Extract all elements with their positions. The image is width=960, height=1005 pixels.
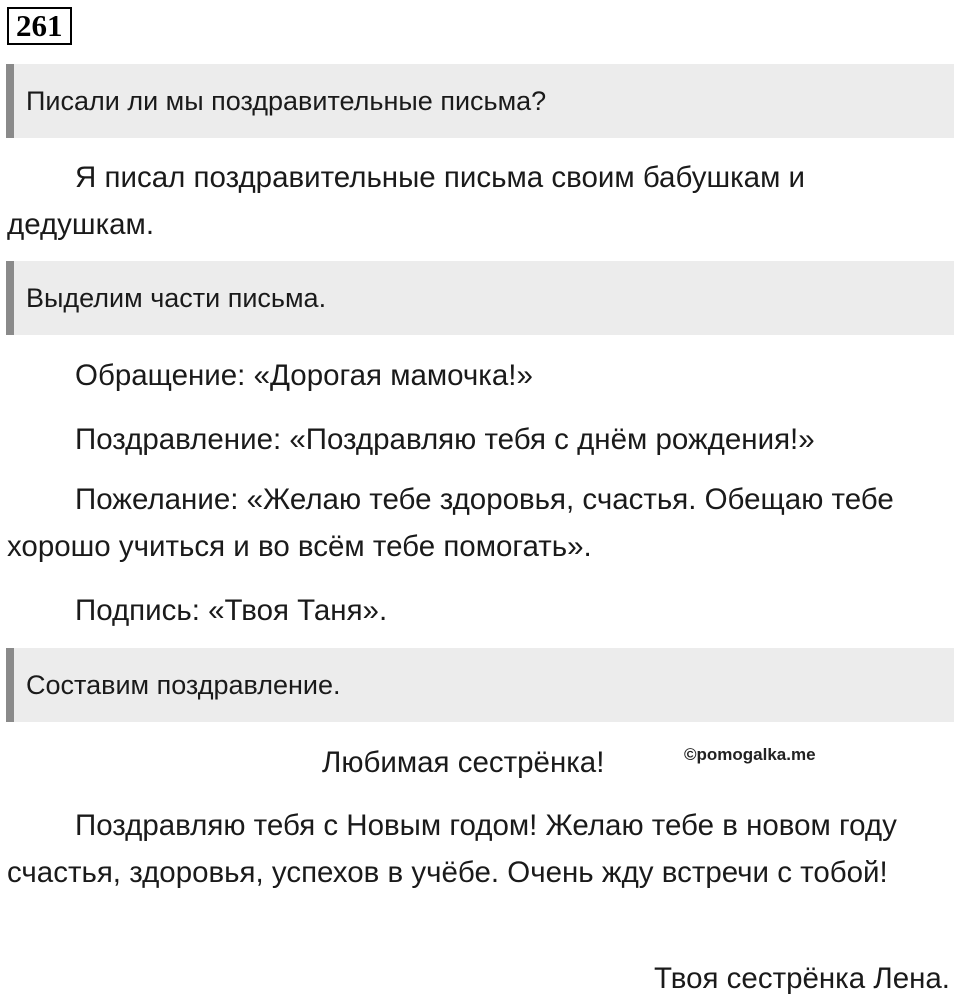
section-heading-letter-parts bbox=[6, 261, 954, 335]
section-heading-question bbox=[6, 64, 954, 138]
letter-greeting: Любимая сестрёнка! bbox=[322, 746, 605, 779]
section-heading-compose bbox=[6, 648, 954, 722]
section-heading-text: Выделим части письма. bbox=[26, 282, 327, 313]
task-number: 261 bbox=[7, 7, 72, 45]
watermark: ©pomogalka.me bbox=[684, 745, 816, 764]
letter-signature: Твоя сестрёнка Лена. bbox=[654, 962, 950, 995]
letter-body: Поздравляю тебя с Новым годом! Желаю тебе в новом году счастья, здоровья, успехов в учёбе. Очень жду встречи с тобой! bbox=[7, 809, 897, 889]
section-heading-text: Писали ли мы поздравительные письма? bbox=[26, 85, 547, 116]
letter-part-signature: Подпись: «Твоя Таня». bbox=[75, 594, 388, 627]
letter-part-wish: Пожелание: «Желаю тебе здоровья, счастья. Обещаю тебе хорошо учиться и во всём тебе помогать». bbox=[7, 483, 894, 563]
letter-part-appeal: Обращение: «Дорогая мамочка!» bbox=[75, 359, 533, 392]
section-heading-text: Составим поздравление. bbox=[26, 669, 341, 700]
letter-part-congratulation: Поздравление: «Поздравляю тебя с днём рождения!» bbox=[75, 423, 815, 456]
answer-paragraph: Я писал поздравительные письма своим бабушкам и дедушкам. bbox=[7, 161, 806, 241]
